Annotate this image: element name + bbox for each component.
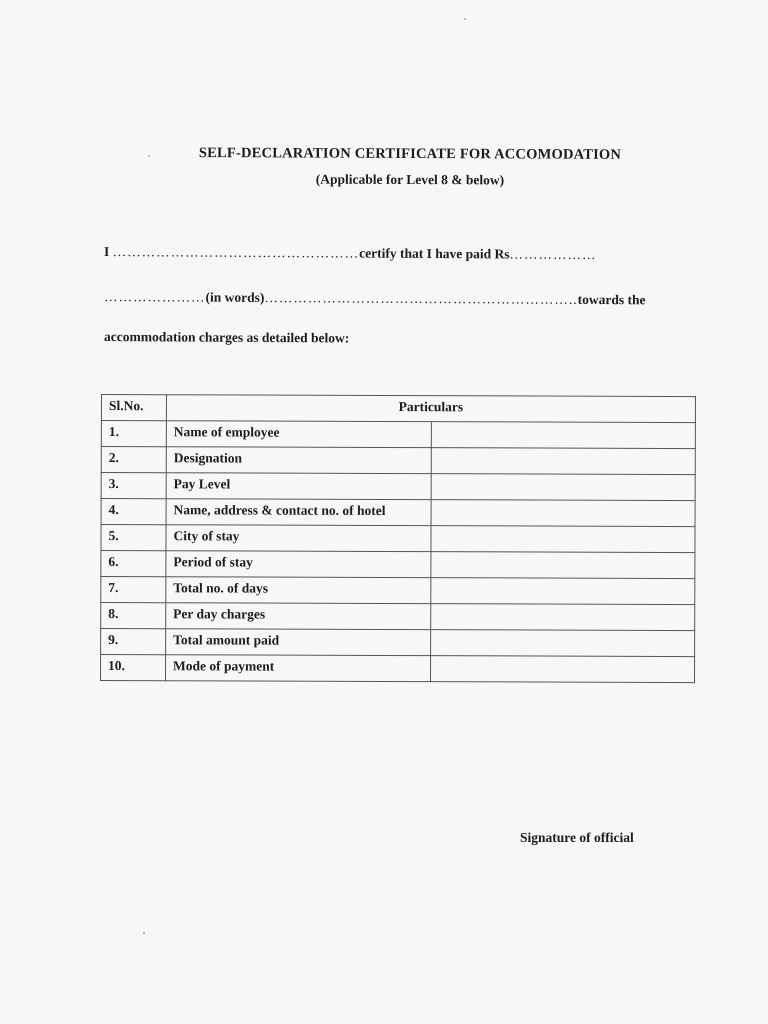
table-row: [101, 421, 695, 449]
row-sl-no: 9.: [101, 629, 166, 655]
row-label: Mode of payment: [165, 655, 430, 682]
table-row: [101, 603, 695, 631]
table-row: [101, 447, 695, 475]
accommodation-details-table: [100, 394, 696, 683]
declaration-pronoun: I: [103, 244, 110, 260]
row-sl-no: 5.: [101, 525, 166, 551]
table-row: [100, 655, 694, 683]
table-row: [101, 525, 695, 553]
header-particulars: Particulars: [166, 395, 695, 423]
designation-field[interactable]: [431, 448, 696, 475]
total-days-field[interactable]: [430, 578, 695, 605]
declaration-line-1: [104, 244, 700, 264]
scan-speck: [464, 18, 466, 20]
scan-speck: [148, 155, 150, 157]
hotel-details-field[interactable]: [431, 500, 696, 527]
scan-speck: [143, 932, 145, 934]
row-label: Per day charges: [166, 603, 431, 630]
table-row: [101, 577, 695, 605]
amount-words-blank[interactable]: ………………………………………………………..: [264, 289, 578, 307]
employee-name-field[interactable]: [431, 422, 696, 449]
row-sl-no: 2.: [101, 447, 166, 473]
row-sl-no: 7.: [101, 577, 166, 603]
in-words-text: (in words): [205, 289, 265, 305]
row-label: Total amount paid: [166, 629, 431, 656]
period-of-stay-field[interactable]: [430, 552, 695, 579]
row-label: Pay Level: [166, 473, 431, 500]
towards-text: towards the: [577, 291, 646, 308]
amount-figures-blank[interactable]: …………………: [103, 289, 206, 305]
row-label: Designation: [166, 447, 431, 474]
table-row: [101, 499, 695, 527]
row-label: Total no. of days: [166, 577, 431, 604]
table-header-row: [101, 395, 695, 423]
name-blank[interactable]: ……………………………………………: [112, 244, 360, 261]
table-row: [101, 473, 695, 501]
row-sl-no: 3.: [101, 473, 166, 499]
row-sl-no: 10.: [100, 655, 165, 681]
row-sl-no: 6.: [101, 551, 166, 577]
certify-text: certify that I have paid Rs: [359, 245, 510, 262]
table-row: [101, 551, 695, 579]
row-label: Period of stay: [166, 551, 431, 578]
amount-blank[interactable]: ………………: [509, 246, 597, 263]
row-sl-no: 1.: [101, 421, 166, 447]
declaration-line-3: accommodation charges as detailed below:: [103, 329, 350, 346]
mode-of-payment-field[interactable]: [430, 656, 695, 683]
per-day-charges-field[interactable]: [430, 604, 695, 631]
total-amount-field[interactable]: [430, 630, 695, 657]
pay-level-field[interactable]: [431, 474, 696, 501]
signature-label: Signature of official: [520, 830, 634, 845]
table-row: [101, 629, 695, 657]
row-label: Name, address & contact no. of hotel: [166, 499, 431, 526]
header-sl-no: Sl.No.: [101, 395, 166, 421]
row-sl-no: 4.: [101, 499, 166, 525]
declaration-line-2: [104, 289, 700, 309]
city-of-stay-field[interactable]: [430, 526, 695, 553]
row-label: Name of employee: [166, 421, 431, 448]
row-label: City of stay: [166, 525, 431, 552]
document-title: SELF-DECLARATION CERTIFICATE FOR ACCOMODATION: [198, 145, 622, 163]
row-sl-no: 8.: [101, 603, 166, 629]
document-subtitle: (Applicable for Level 8 & below): [315, 171, 505, 188]
